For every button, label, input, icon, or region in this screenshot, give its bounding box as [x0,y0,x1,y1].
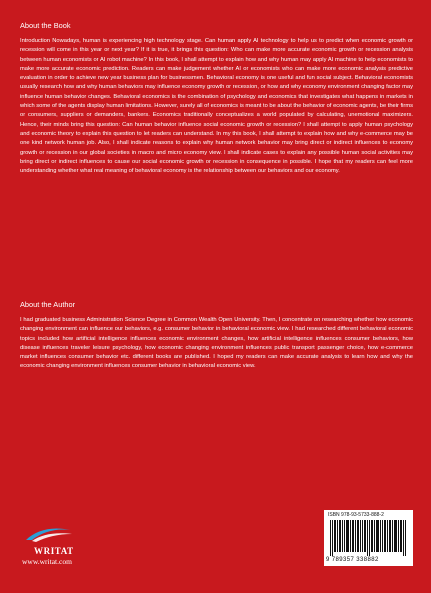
barcode-bars-icon [330,520,408,556]
about-author-text: I had graduated business Administration Science Degree in Common Wealth Open University. Then, I concentrate on researching whether how economic changing environment can influence our behaviors, e.g. consumer behavior in behavioral economic view. I had researched different behavioral economic topics included how artificial intelligence influences economic environment changes, how artificial intelligence influences consumer behaviors, how disease influences traveler leisure psychology, how economic changing environment influences public transport passenger choice, how e-commerce market influences consumer behavior etc. different books are published. I hoped my readers can make accurate analysis to learn how and why the economic changing environment influences consumer behavior in behavioral economic view. [20,317,413,370]
about-book-heading: About the Book [20,21,71,30]
publisher-url: www.writat.com [22,557,72,566]
isbn-label: ISBN 978-93-5733-888-2 [328,512,384,518]
publisher-logo-icon [22,524,84,548]
isbn-barcode [324,510,413,566]
publisher-block [22,524,92,584]
publisher-name: WRITAT [34,546,74,556]
about-book-text: Introduction Nowadays, human is experiencing high technology stage. Can human apply AI technology to help us to predict when economic growth or recession will come in this year or next year? If it is true, it brings this question: Who can make more accurate economic growth or recession analysis between human economists or AI robot machine? In this book, I shall attempt to explain how and why human may apply AI machine to help economists to make more accurate economic prediction. Readers can make judgement whether AI or economists who can make more economic analysis predictive evaluation in order to achieve new year business plan for businessmen. Behavioral economy is one useful and fun social subject. Behavioral economists usually research how and why human behaviors may influence economy growth or recession, or how and why economy environment changing factor may influence human behavior changes. Behavioral economics is the combination of psychology and economics that investigates what happens in markets in which some of the agents display human limitations. However, surely all of economics is meant to be about the behavior of economic agents, be their firms or consumers, suppliers or demanders, bankers. Economics traditionally conceptualizes a world populated by calculating, unemotional maximizers. Hence, their minds bring this question: Can human behavior influence social economic growth or recession? I shall attempt to apply human psychology and economic theory to explain this question to let readers can understand. In my this book, I shall attempt to explain how and why e-commerce may be one kind network human job. Also, I shall indicate reasons to explain why human network behavior may bring direct or indirect influences to economy growth or recession in our global societies in macro and micro economy view. I shall indicate cases to explain any possible human social activities may bring direct or indirect influences to cause our social economic growth or recession in consequence in possible. I hope that my readers can feel more understanding whether what real meaning of behavioral economy is the relationship between our behaviors and our economy. [20,38,413,175]
about-author-heading: About the Author [20,300,76,309]
barcode-digits: 9 789357 338882 [326,557,379,563]
